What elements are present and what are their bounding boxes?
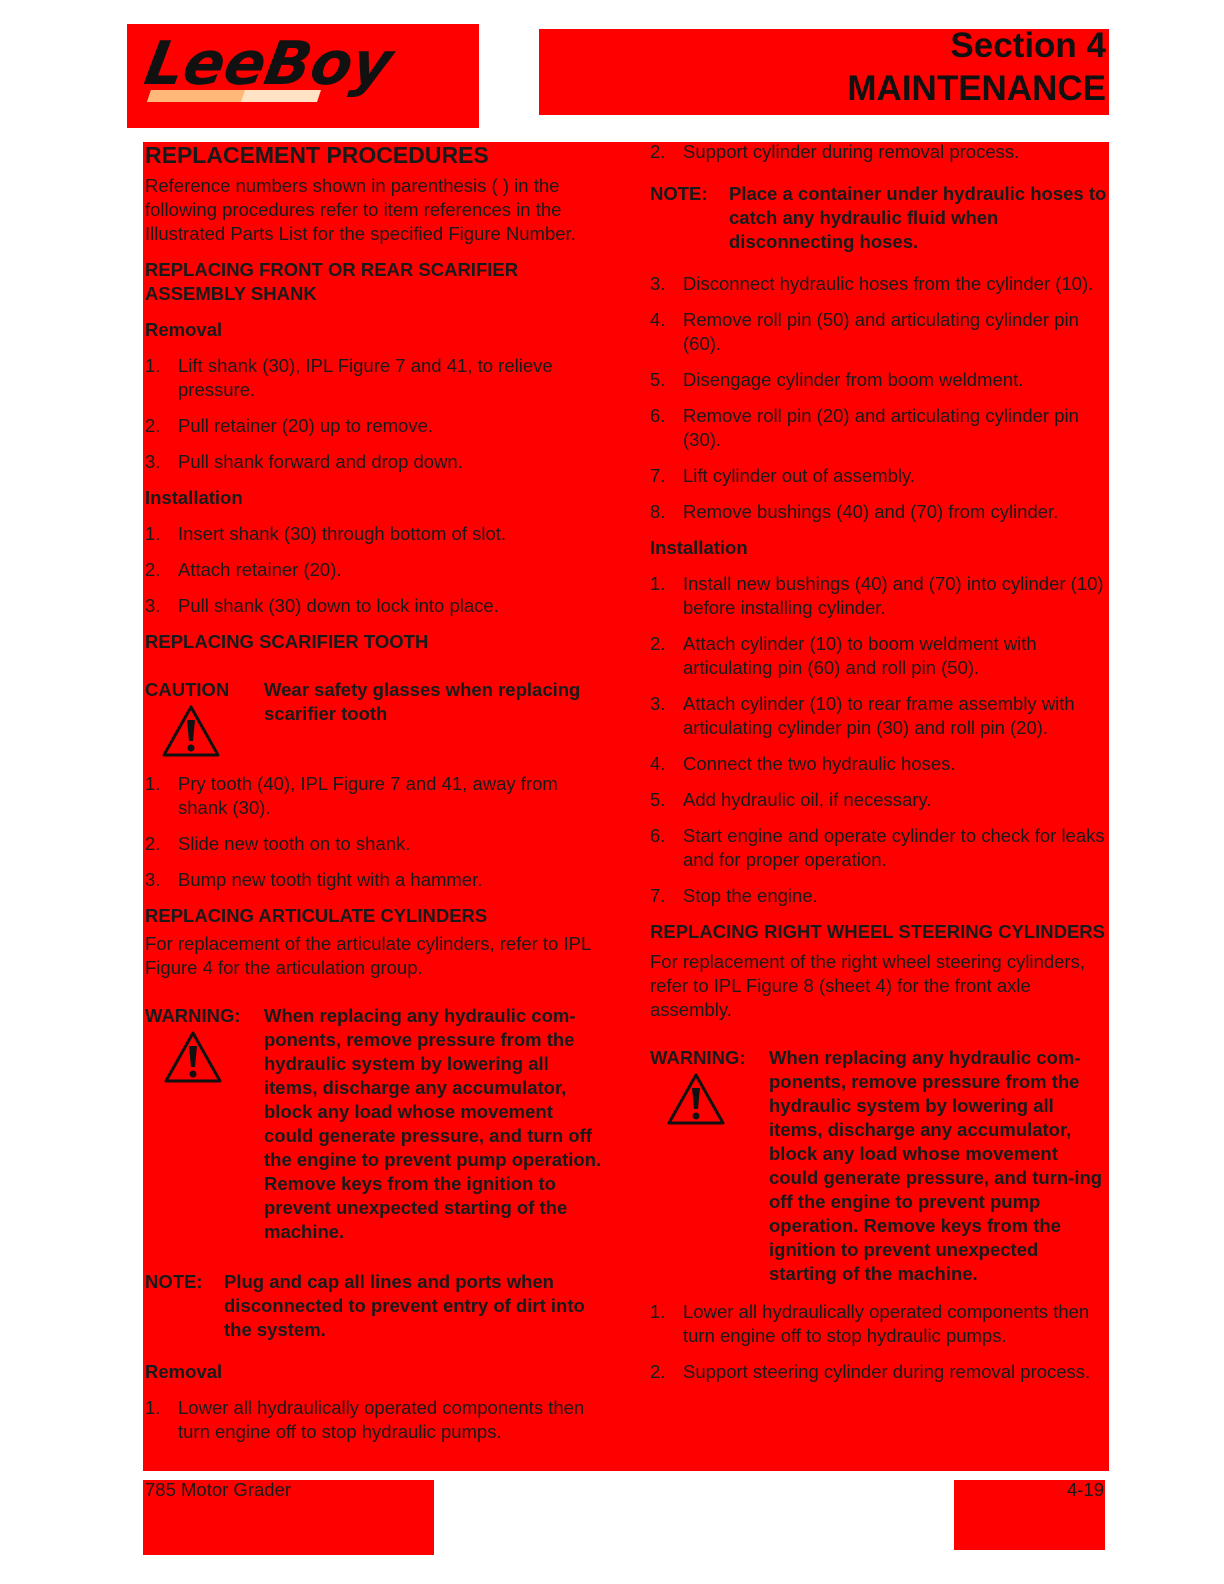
list-item: 3. Disconnect hydraulic hoses from the cylinder (10).: [650, 273, 1094, 294]
warning-label: WARNING:: [650, 1047, 746, 1068]
install-heading: Installation: [650, 537, 748, 558]
list-item: 5. Add hydraulic oil, if necessary.: [650, 789, 932, 810]
list-item: 7. Lift cylinder out of assembly.: [650, 465, 916, 486]
shank-heading: REPLACING FRONT OR REAR SCARIFIER ASSEMBLY SHANK: [145, 259, 519, 304]
articulate-paragraph: For replacement of the articulate cylinders, refer to IPL Figure 4 for the articulation group.: [145, 933, 591, 978]
list-item: 6. Remove roll pin (20) and articulating cylinder pin (30).: [650, 405, 1079, 450]
list-item: 4. Remove roll pin (50) and articulating cylinder pin (60).: [650, 309, 1079, 354]
list-item: 4. Connect the two hydraulic hoses.: [650, 753, 956, 774]
section-title: MAINTENANCE: [847, 69, 1106, 108]
caution-block: [145, 678, 605, 758]
right-column: [650, 142, 1108, 1396]
note-text: Place a container under hydraulic hoses to catch any hydraulic fluid when disconnecting hoses.: [729, 183, 1107, 252]
warning-text: When replacing any hydraulic com-ponents, remove pressure from the hydraulic system by lowering all items, discharge any accumulator, block any load whose movement could generate pressure, and turn-ing off the engine to prevent pump operation. Remove keys from the ignition to prevent unexpected starting of the machine.: [769, 1047, 1103, 1284]
list-item: 3. Pull shank forward and drop down.: [145, 451, 463, 472]
list-item: 1. Lower all hydraulically operated components then turn engine off to stop hydraulic pumps.: [145, 1397, 585, 1442]
leeboy-logo: [139, 24, 398, 108]
list-item: 5. Disengage cylinder from boom weldment.: [650, 369, 1024, 390]
warning-block: [650, 1046, 1108, 1286]
steering-paragraph: For replacement of the right wheel steering cylinders, refer to IPL Figure 8 (sheet 4) for the front axle assembly.: [650, 951, 1085, 1020]
list-item: 1. Lift shank (30), IPL Figure 7 and 41, to relieve pressure.: [145, 355, 553, 400]
page-number: 4-19: [1066, 1479, 1104, 1500]
left-column: [145, 142, 605, 1456]
tooth-heading: REPLACING SCARIFIER TOOTH: [145, 631, 429, 652]
steering-heading: REPLACING RIGHT WHEEL STEERING CYLINDERS: [650, 921, 1105, 942]
list-item: 2. Attach retainer (20).: [145, 559, 342, 580]
warning-label: WARNING:: [145, 1005, 241, 1026]
list-item: 1. Pry tooth (40), IPL Figure 7 and 41, away from shank (30).: [145, 773, 558, 818]
list-item: 8. Remove bushings (40) and (70) from cylinder.: [650, 501, 1059, 522]
note-block: [145, 1270, 605, 1342]
shank-install-heading: Installation: [145, 487, 243, 508]
list-item: 2. Slide new tooth on to shank.: [145, 833, 411, 854]
footer-model: 785 Motor Grader: [145, 1479, 292, 1500]
list-item: 6. Start engine and operate cylinder to check for leaks and for proper operation.: [650, 825, 1105, 870]
warning-triangle-icon: [666, 1072, 726, 1126]
list-item: 2. Pull retainer (20) up to remove.: [145, 415, 434, 436]
note-text: Plug and cap all lines and ports when disconnected to prevent entry of dirt into the system.: [224, 1271, 585, 1340]
note-block: [650, 182, 1108, 254]
intro-paragraph: Reference numbers shown in parenthesis ( ) in the following procedures refer to item references in the Illustrated Parts List for the specified Figure Number.: [145, 175, 576, 244]
warning-text: When replacing any hydraulic com-ponents, remove pressure from the hydraulic system by lowering all items, discharge any accumulator, block any load whose movement could generate pressure, and turn off the engine to prevent pump operation. Remove keys from the ignition to prevent unexpected starting of the machine.: [264, 1005, 602, 1242]
note-label: NOTE:: [145, 1271, 203, 1292]
list-item: 2. Support cylinder during removal process.: [650, 141, 1020, 162]
articulate-heading: REPLACING ARTICULATE CYLINDERS: [145, 905, 488, 926]
caution-label: CAUTION: [145, 679, 230, 700]
section-heading: [847, 24, 1106, 110]
list-item: 1. Insert shank (30) through bottom of slot.: [145, 523, 507, 544]
list-item: 3. Attach cylinder (10) to rear frame assembly with articulating cylinder pin (30) and roll pin (20).: [650, 693, 1075, 738]
list-item: 1. Install new bushings (40) and (70) into cylinder (10) before installing cylinder.: [650, 573, 1104, 618]
list-item: 3. Bump new tooth tight with a hammer.: [145, 869, 483, 890]
warning-triangle-icon: [163, 1030, 223, 1084]
logo-wordmark: LeeBoy: [139, 29, 398, 99]
list-item: 3. Pull shank (30) down to lock into place.: [145, 595, 499, 616]
list-item: 2. Support steering cylinder during removal process.: [650, 1361, 1091, 1382]
section-number: Section 4: [950, 26, 1106, 65]
warning-block: [145, 1004, 605, 1244]
list-item: 7. Stop the engine.: [650, 885, 818, 906]
list-item: 2. Attach cylinder (10) to boom weldment with articulating pin (60) and roll pin (50).: [650, 633, 1037, 678]
note-label: NOTE:: [650, 183, 708, 204]
replacement-procedures-title: REPLACEMENT PROCEDURES: [145, 142, 489, 168]
warning-triangle-icon: [161, 704, 221, 758]
shank-removal-heading: Removal: [145, 319, 223, 340]
caution-text: Wear safety glasses when replacing scarifier tooth: [264, 679, 581, 724]
list-item: 1. Lower all hydraulically operated components then turn engine off to stop hydraulic pumps.: [650, 1301, 1090, 1346]
articulate-removal-heading: Removal: [145, 1361, 223, 1382]
